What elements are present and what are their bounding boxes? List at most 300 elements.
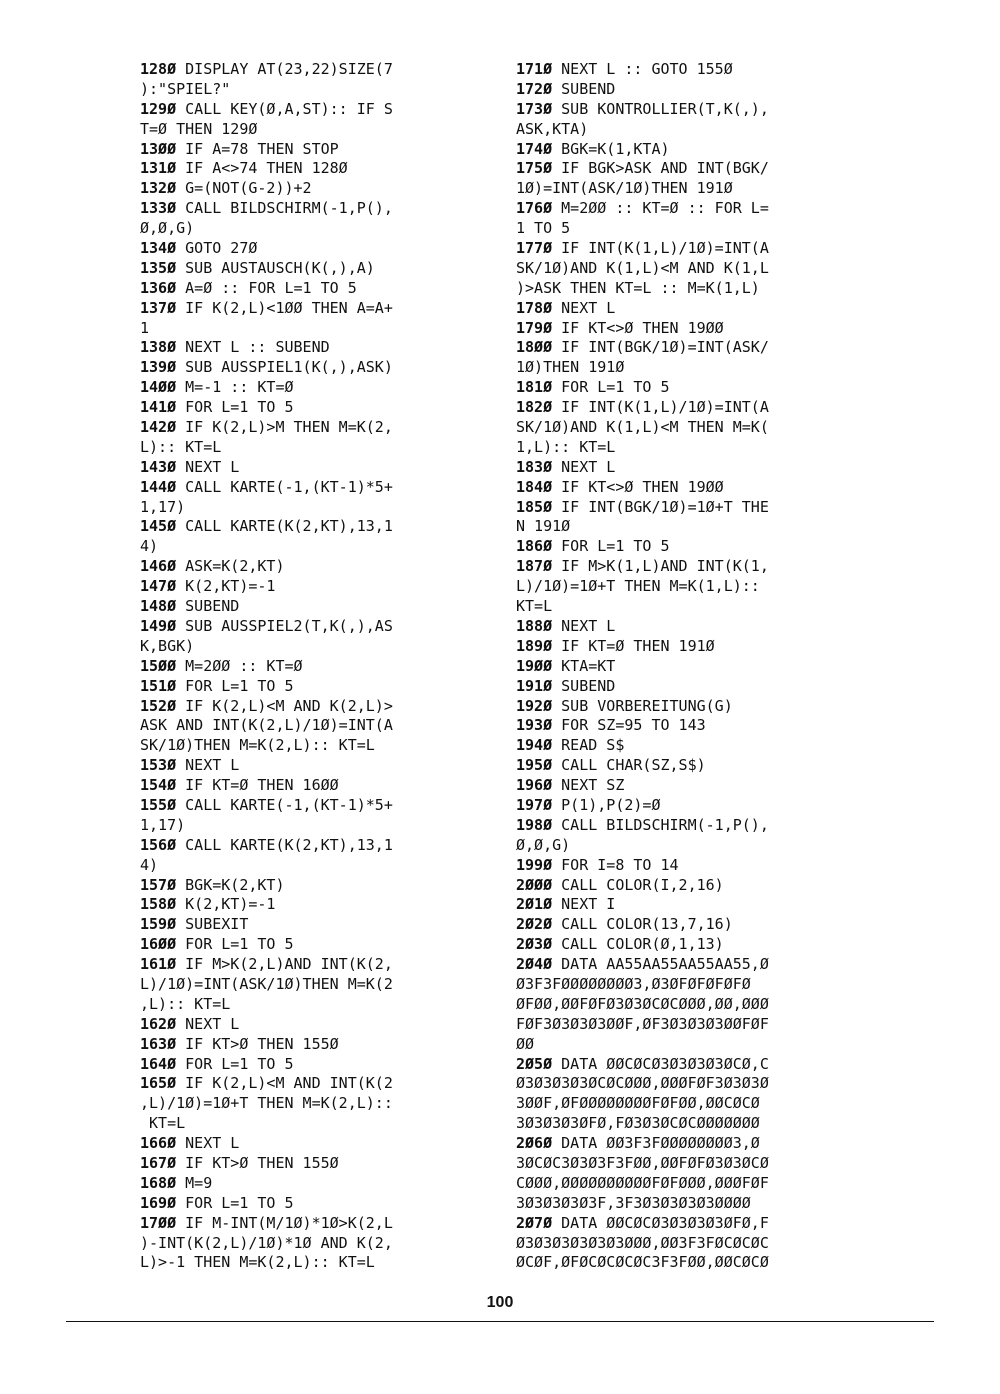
line-number: 2Ø1Ø [516,895,553,914]
line-code: ,L)/1Ø)=1Ø+T THEN M=K(2,L):: [140,1094,393,1113]
code-line [140,517,485,537]
line-code: IF INT(K(1,L)/1Ø)=INT(A [552,398,769,417]
line-code: NEXT L [552,457,616,476]
line-code: CALL KARTE(K(2,KT),13,1 [176,517,393,536]
code-line [140,100,485,120]
line-number: 15ØØ [140,656,177,675]
line-code: P(1),P(2)=Ø [552,795,661,814]
code-line [516,637,861,657]
code-line [140,1174,485,1194]
code-line [140,498,485,518]
line-number: 198Ø [516,815,553,834]
code-line [516,975,861,995]
line-number: 2Ø5Ø [516,1054,553,1073]
line-code: L)/1Ø)=INT(ASK/1Ø)THEN M=K(2 [140,974,393,993]
line-number: 169Ø [140,1193,177,1212]
code-line [516,498,861,518]
line-code: Ø,Ø,G) [516,835,571,854]
code-line [516,677,861,697]
line-code: L)>-1 THEN M=K(2,L):: KT=L [140,1253,375,1272]
line-code: DATA ØØCØCØ3Ø3Ø3Ø3ØCØ,C [552,1054,769,1073]
line-number: 139Ø [140,358,177,377]
code-line [140,1074,485,1094]
code-line [516,1015,861,1035]
code-line [140,1253,485,1273]
code-line [140,836,485,856]
code-line [516,657,861,677]
code-line [516,398,861,418]
line-code: ASK,KTA) [516,119,589,138]
line-number: 193Ø [516,716,553,735]
line-code: 4) [140,855,159,874]
line-code: M=2ØØ :: KT=Ø :: FOR L= [552,199,769,218]
line-code: ASK=K(2,KT) [176,557,285,576]
line-code: CALL KARTE(-1,(KT-1)*5+ [176,477,393,496]
line-code: NEXT L [552,298,616,317]
line-number: 163Ø [140,1034,177,1053]
code-line [516,299,861,319]
line-code: DATA ØØCØCØ3Ø3Ø3Ø3ØFØ,F [552,1213,769,1232]
code-line [516,856,861,876]
code-line [140,259,485,279]
code-line [516,1234,861,1254]
code-line [516,159,861,179]
code-line [516,1134,861,1154]
code-line [516,338,861,358]
line-number: 186Ø [516,537,553,556]
line-code: SUB AUSTAUSCH(K(,),A) [176,258,375,277]
line-code: READ S$ [552,736,625,755]
line-number: 199Ø [516,855,553,874]
line-number: 166Ø [140,1134,177,1153]
line-number: 185Ø [516,497,553,516]
line-code: SUB AUSSPIEL2(T,K(,),AS [176,616,393,635]
line-code: BGK=K(1,KTA) [552,139,670,158]
code-line [516,1074,861,1094]
code-line [140,319,485,339]
code-line [140,876,485,896]
code-line [140,895,485,915]
code-line [516,836,861,856]
line-code: CALL CHAR(SZ,S$) [552,756,706,775]
line-number: 2ØØØ [516,875,553,894]
line-code: SUBEND [552,79,616,98]
line-code: SUBEND [552,676,616,695]
code-line [140,299,485,319]
line-code: KT=L [140,1114,186,1133]
line-code: DATA ØØ3F3FØØØØØØØØ3,Ø [552,1134,760,1153]
code-line [140,1214,485,1234]
code-line [140,219,485,239]
line-number: 2Ø6Ø [516,1134,553,1153]
line-code: FOR SZ=95 TO 143 [552,716,706,735]
line-code: SUBEND [176,597,240,616]
line-number: 196Ø [516,776,553,795]
code-line [140,816,485,836]
line-code: L)/1Ø)=1Ø+T THEN M=K(1,L):: [516,577,760,596]
code-line [140,1154,485,1174]
code-line [516,617,861,637]
code-line [516,955,861,975]
line-code: FOR L=1 TO 5 [176,935,294,954]
line-number: 194Ø [516,736,553,755]
code-line [140,418,485,438]
code-line [140,955,485,975]
line-number: 178Ø [516,298,553,317]
line-code: 1Ø)THEN 191Ø [516,358,625,377]
code-line [516,100,861,120]
code-line [516,319,861,339]
code-line [516,716,861,736]
line-code: NEXT L :: GOTO 155Ø [552,60,733,78]
line-number: 2Ø2Ø [516,915,553,934]
code-line [516,418,861,438]
line-code: FØF3Ø3Ø3Ø3ØØF,ØF3Ø3Ø3Ø3ØØFØF [516,1014,769,1033]
code-line [516,876,861,896]
line-code: IF K(2,L)<1ØØ THEN A=A+ [176,298,393,317]
code-line [516,935,861,955]
code-line [140,1094,485,1114]
line-code: K(2,KT)=-1 [176,577,276,596]
line-code: ØCØF,ØFØCØCØCØC3F3FØØ,ØØCØCØ [516,1253,769,1272]
line-number: 167Ø [140,1153,177,1172]
line-number: 168Ø [140,1173,177,1192]
line-code: DATA AA55AA55AA55AA55,Ø [552,955,769,974]
line-code: 3ØCØC3Ø3Ø3F3FØØ,ØØFØFØ3Ø3ØCØ [516,1153,769,1172]
code-line [516,736,861,756]
line-code: IF K(2,L)<M AND K(2,L)> [176,696,393,715]
code-line [516,478,861,498]
code-line [140,80,485,100]
line-code: 1 [140,318,150,337]
line-code: FOR L=1 TO 5 [552,378,670,397]
line-code: G=(NOT(G-2))+2 [176,179,312,198]
listing-column-right [516,60,861,1273]
code-line [516,1253,861,1273]
line-number: 153Ø [140,756,177,775]
code-line [140,617,485,637]
code-line [516,697,861,717]
code-line [140,557,485,577]
line-number: 154Ø [140,776,177,795]
code-line [140,995,485,1015]
code-line [140,677,485,697]
code-line [140,438,485,458]
line-number: 14ØØ [140,378,177,397]
line-number: 158Ø [140,895,177,914]
line-code: CALL COLOR(13,7,16) [552,915,733,934]
line-code: K,BGK) [140,636,195,655]
line-number: 129Ø [140,99,177,118]
line-code: ØØ [516,1034,535,1053]
line-number: 164Ø [140,1054,177,1073]
code-line [140,657,485,677]
line-code: 3Ø3Ø3Ø3ØFØ,FØ3Ø3ØCØCØØØØØØØ [516,1114,760,1133]
line-number: 189Ø [516,636,553,655]
code-line [140,597,485,617]
line-number: 2Ø4Ø [516,955,553,974]
line-code: Ø3F3FØØØØØØØØ3,Ø3ØFØFØFØFØ [516,974,751,993]
code-line [140,1015,485,1035]
code-line [516,756,861,776]
code-line [516,1035,861,1055]
line-code: SK/1Ø)THEN M=K(2,L):: KT=L [140,736,375,755]
line-number: 145Ø [140,517,177,536]
code-line [140,915,485,935]
line-code: CALL COLOR(Ø,1,13) [552,935,724,954]
line-code: 1Ø)=INT(ASK/1Ø)THEN 191Ø [516,179,733,198]
line-code: IF INT(BGK/1Ø)=INT(ASK/ [552,338,769,357]
line-code: N 191Ø [516,517,571,536]
line-code: KT=L [516,597,553,616]
code-line [140,358,485,378]
code-line [516,995,861,1015]
code-line [516,1194,861,1214]
line-code: NEXT L [176,1014,240,1033]
line-code: IF BGK>ASK AND INT(BGK/ [552,159,769,178]
line-code: ,L):: KT=L [140,994,231,1013]
code-line [140,856,485,876]
code-line [140,716,485,736]
code-line [140,239,485,259]
line-code: GOTO 27Ø [176,239,258,258]
line-number: 174Ø [516,139,553,158]
code-line [140,776,485,796]
code-line [516,219,861,239]
line-code: BGK=K(2,KT) [176,875,285,894]
line-number: 192Ø [516,696,553,715]
line-code: IF M>K(1,L)AND INT(K(1, [552,557,769,576]
code-line [140,935,485,955]
line-number: 148Ø [140,597,177,616]
code-line [516,179,861,199]
line-code: NEXT I [552,895,616,914]
code-line [516,1214,861,1234]
line-number: 181Ø [516,378,553,397]
line-code: M=9 [176,1173,213,1192]
line-code: IF KT<>Ø THEN 19ØØ [552,318,724,337]
line-code: Ø,Ø,G) [140,219,195,238]
code-line [516,259,861,279]
line-number: 176Ø [516,199,553,218]
code-line [140,577,485,597]
line-code: IF INT(BGK/1Ø)=1Ø+T THE [552,497,769,516]
code-line [516,458,861,478]
line-code: SUBEXIT [176,915,249,934]
line-code: NEXT L [176,1134,240,1153]
code-line [516,577,861,597]
line-code: SK/1Ø)AND K(1,L)<M THEN M=K( [516,418,769,437]
line-code: )>ASK THEN KT=L :: M=K(1,L) [516,278,760,297]
line-number: 165Ø [140,1074,177,1093]
line-number: 142Ø [140,418,177,437]
line-code: NEXT SZ [552,776,625,795]
line-code: CALL BILDSCHIRM(-1,P(), [176,199,393,218]
code-line [516,140,861,160]
line-code: IF KT>Ø THEN 155Ø [176,1034,339,1053]
code-line [140,338,485,358]
line-code: SUB VORBEREITUNG(G) [552,696,733,715]
line-number: 135Ø [140,258,177,277]
code-line [140,179,485,199]
line-number: 159Ø [140,915,177,934]
line-code: )-INT(K(2,L)/1Ø)*1Ø AND K(2, [140,1233,393,1252]
code-line [140,756,485,776]
line-number: 19ØØ [516,656,553,675]
line-code: L):: KT=L [140,437,222,456]
line-code: FOR I=8 TO 14 [552,855,679,874]
code-line [516,776,861,796]
line-number: 137Ø [140,298,177,317]
line-number: 177Ø [516,239,553,258]
line-code: 1,17) [140,497,186,516]
line-code: A=Ø :: FOR L=1 TO 5 [176,278,357,297]
line-number: 162Ø [140,1014,177,1033]
line-number: 157Ø [140,875,177,894]
line-code: ØFØØ,ØØFØFØ3Ø3ØCØCØØØ,ØØ,ØØØ [516,994,769,1013]
code-line [516,1094,861,1114]
line-code: FOR L=1 TO 5 [176,1193,294,1212]
code-line [516,80,861,100]
line-number: 131Ø [140,159,177,178]
line-code: 3ØØF,ØFØØØØØØØØFØFØØ,ØØCØCØ [516,1094,760,1113]
line-number: 133Ø [140,199,177,218]
line-code: IF K(2,L)>M THEN M=K(2, [176,418,393,437]
code-line [140,1194,485,1214]
line-number: 182Ø [516,398,553,417]
code-line [140,199,485,219]
code-line [140,378,485,398]
line-number: 191Ø [516,676,553,695]
line-code: KTA=KT [552,656,616,675]
code-line [140,796,485,816]
line-number: 151Ø [140,676,177,695]
code-line [516,1055,861,1075]
line-code: NEXT L :: SUBEND [176,338,330,357]
code-line [516,358,861,378]
code-line [140,1035,485,1055]
line-number: 156Ø [140,835,177,854]
code-line [140,159,485,179]
line-code: FOR L=1 TO 5 [176,398,294,417]
code-line [140,120,485,140]
line-code: FOR L=1 TO 5 [176,676,294,695]
code-line [140,279,485,299]
line-code: IF INT(K(1,L)/1Ø)=INT(A [552,239,769,258]
code-line [516,1114,861,1134]
code-line [140,458,485,478]
line-code: ):"SPIEL?" [140,79,231,98]
line-code: SK/1Ø)AND K(1,L)<M AND K(1,L [516,258,769,277]
line-number: 171Ø [516,60,553,78]
line-code: IF KT=Ø THEN 191Ø [552,636,715,655]
code-line [516,279,861,299]
line-code: FOR L=1 TO 5 [176,1054,294,1073]
line-number: 161Ø [140,955,177,974]
line-code: IF A<>74 THEN 128Ø [176,159,348,178]
line-number: 2Ø7Ø [516,1213,553,1232]
line-number: 147Ø [140,577,177,596]
line-code: Ø3Ø3Ø3Ø3Ø3Ø3ØØØ,ØØ3F3FØCØCØC [516,1233,769,1252]
code-line [140,1234,485,1254]
code-line [140,975,485,995]
code-line [140,537,485,557]
code-line [140,1134,485,1154]
line-code: CALL KARTE(K(2,KT),13,1 [176,835,393,854]
line-code: NEXT L [176,756,240,775]
line-number: 149Ø [140,616,177,635]
line-code: CALL BILDSCHIRM(-1,P(), [552,815,769,834]
code-line [516,597,861,617]
line-number: 138Ø [140,338,177,357]
line-code: 1,17) [140,815,186,834]
line-number: 183Ø [516,457,553,476]
line-number: 13ØØ [140,139,177,158]
line-number: 18ØØ [516,338,553,357]
line-number: 146Ø [140,557,177,576]
line-code: 3Ø3Ø3Ø3Ø3F,3F3Ø3Ø3Ø3Ø3ØØØØ [516,1193,751,1212]
line-code: 4) [140,537,159,556]
line-number: 188Ø [516,616,553,635]
line-number: 187Ø [516,557,553,576]
code-line [140,736,485,756]
line-code: FOR L=1 TO 5 [552,537,670,556]
line-code: SUB KONTROLLIER(T,K(,), [552,99,769,118]
code-line [516,1154,861,1174]
code-line [516,517,861,537]
code-line [516,239,861,259]
code-line [140,697,485,717]
line-number: 172Ø [516,79,553,98]
line-code: IF K(2,L)<M AND INT(K(2 [176,1074,393,1093]
code-line [516,557,861,577]
line-code: IF KT>Ø THEN 155Ø [176,1153,339,1172]
code-line [516,1174,861,1194]
code-line [516,378,861,398]
line-number: 195Ø [516,756,553,775]
line-code: CALL KEY(Ø,A,ST):: IF S [176,99,393,118]
line-code: IF A=78 THEN STOP [176,139,339,158]
footer-rule [66,1321,934,1322]
code-line [516,915,861,935]
code-line [516,537,861,557]
code-line [140,637,485,657]
line-number: 16ØØ [140,935,177,954]
code-line [140,60,485,80]
code-line [140,1114,485,1134]
code-line [140,1055,485,1075]
page-number: 100 [486,1294,514,1311]
line-code: DISPLAY AT(23,22)SIZE(7 [176,60,393,78]
line-code: IF KT=Ø THEN 16ØØ [176,776,339,795]
line-code: NEXT L [552,616,616,635]
line-number: 197Ø [516,795,553,814]
line-number: 173Ø [516,99,553,118]
line-number: 134Ø [140,239,177,258]
line-code: M=2ØØ :: KT=Ø [176,656,303,675]
code-line [516,120,861,140]
line-code: 1 TO 5 [516,219,571,238]
line-number: 184Ø [516,477,553,496]
listing-column-left [140,60,485,1273]
line-number: 128Ø [140,60,177,78]
line-code: CALL KARTE(-1,(KT-1)*5+ [176,795,393,814]
line-code: T=Ø THEN 129Ø [140,119,258,138]
line-number: 2Ø3Ø [516,935,553,954]
line-code: Ø3Ø3Ø3Ø3ØCØCØØØ,ØØØFØF3Ø3Ø3Ø [516,1074,769,1093]
code-line [140,398,485,418]
code-line [516,796,861,816]
